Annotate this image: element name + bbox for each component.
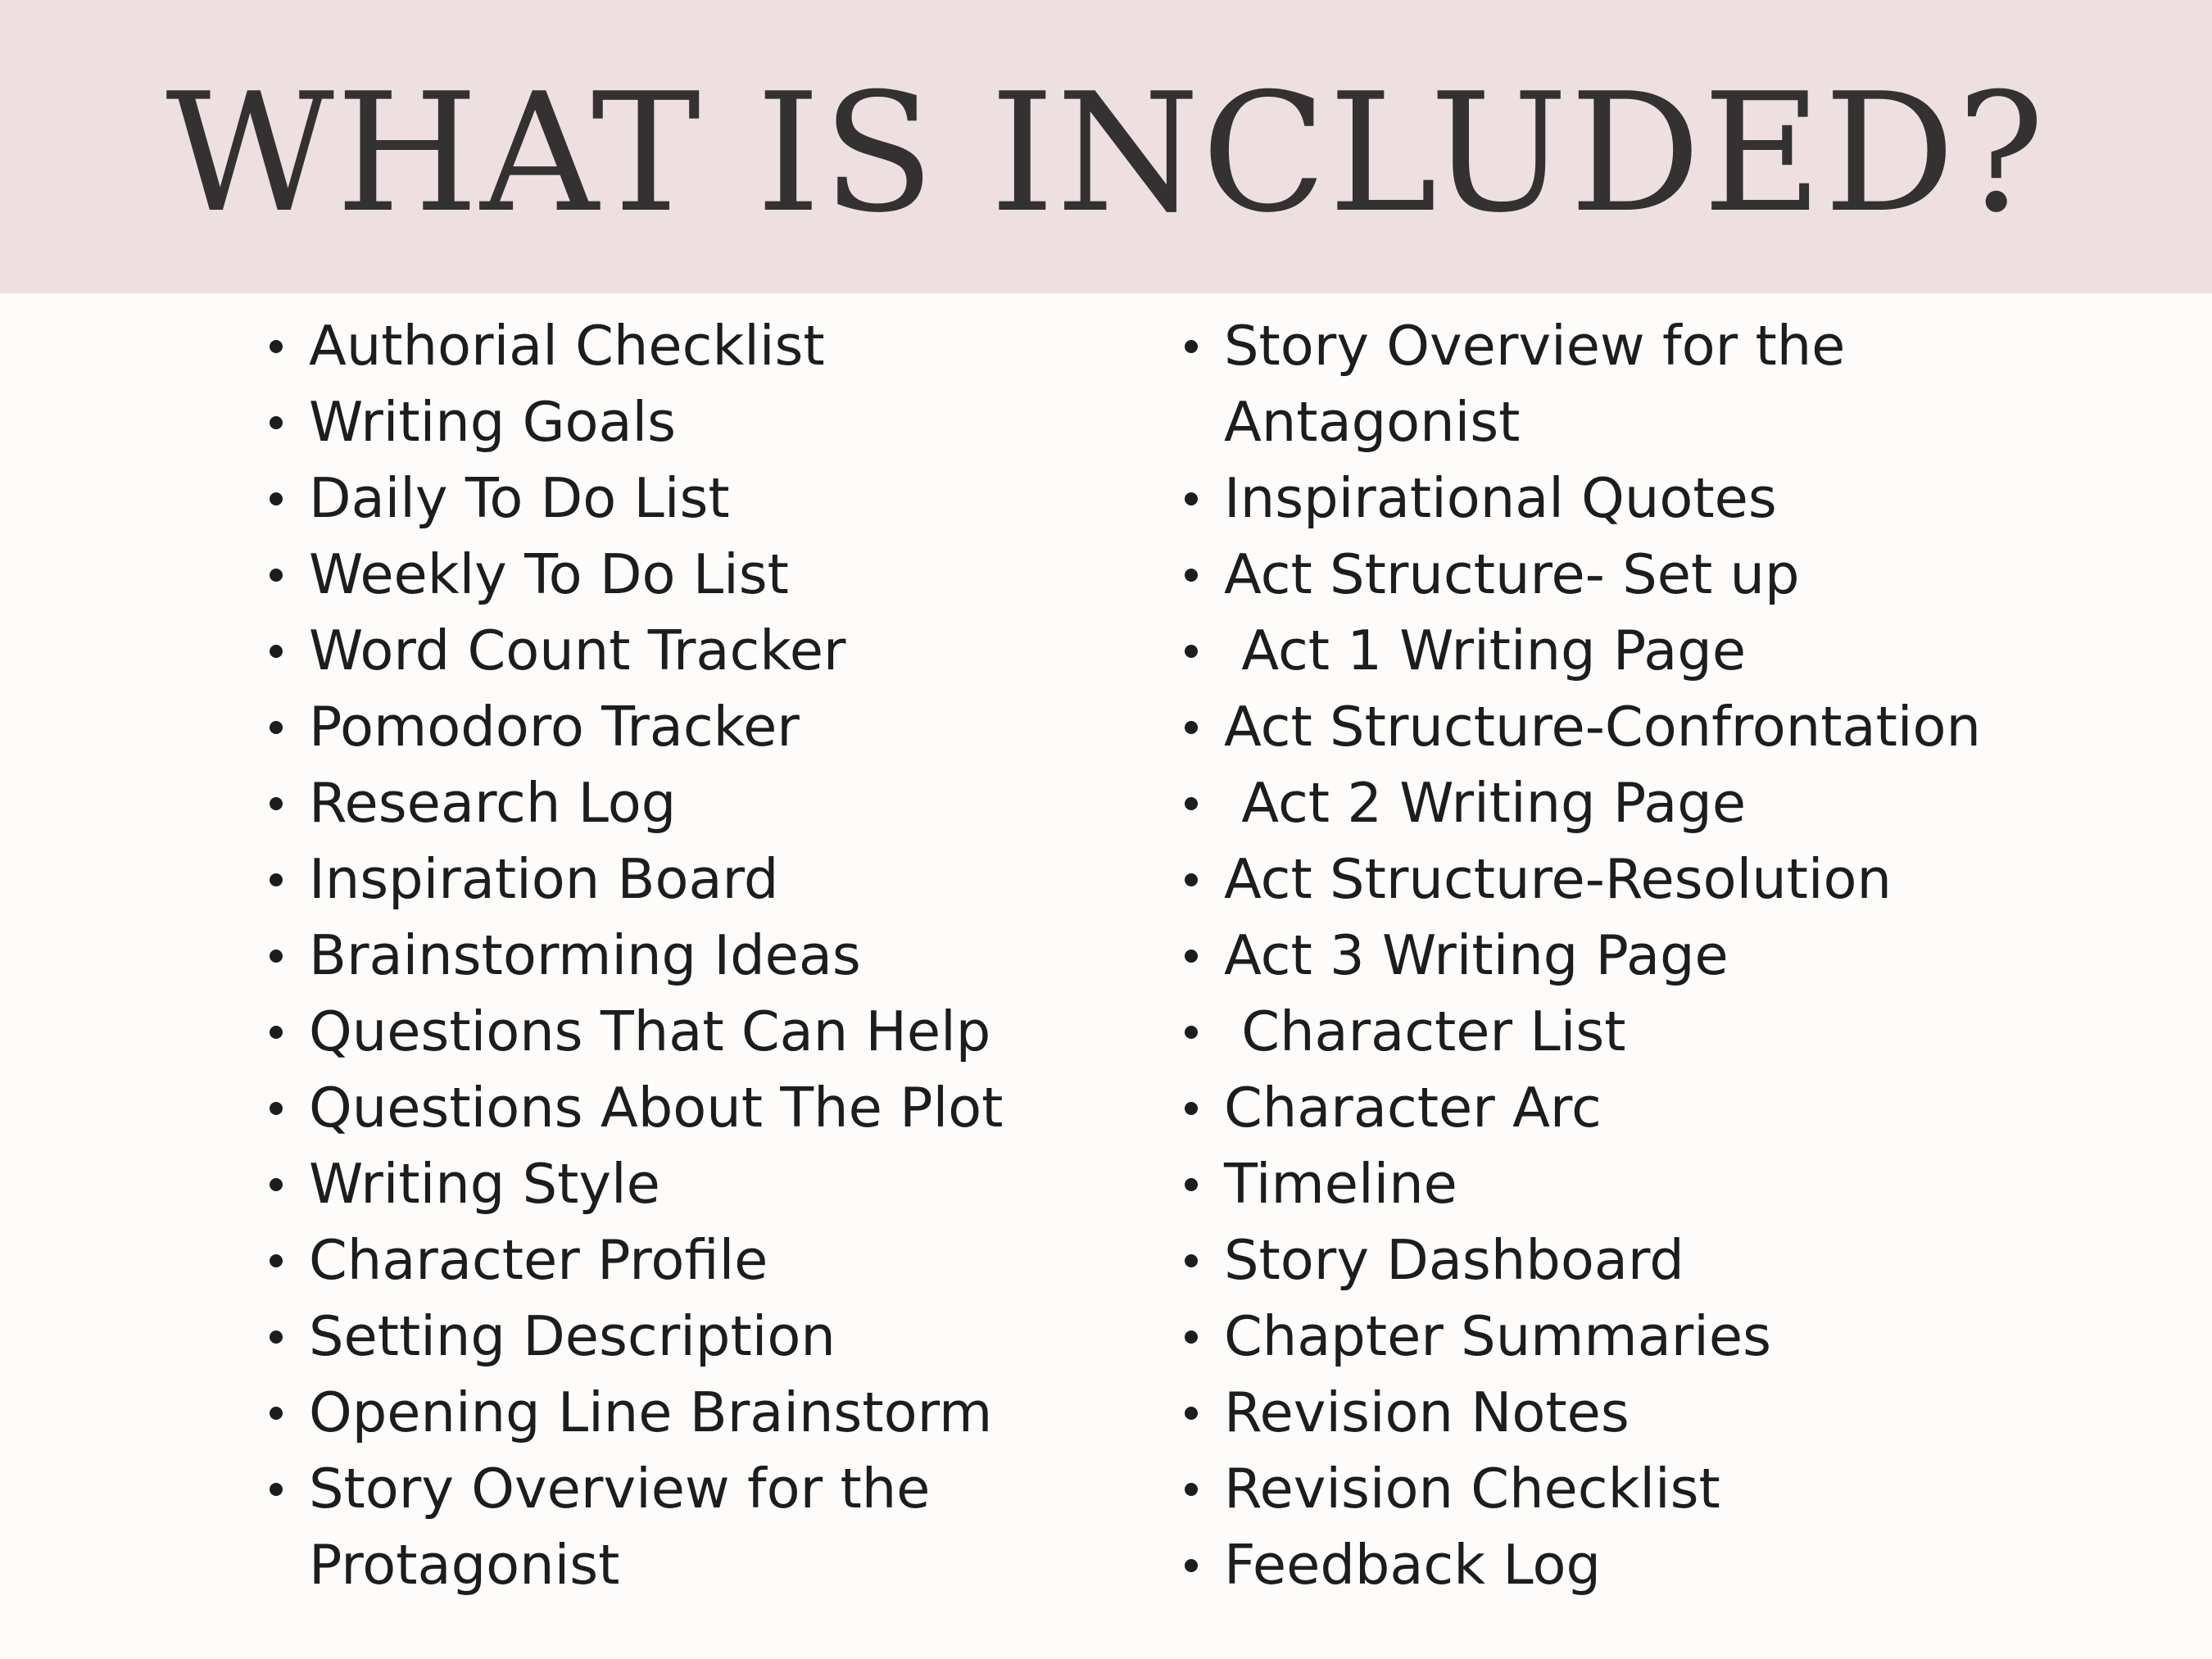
list-item-label: Act Structure-Confrontation [1224,695,1981,759]
list-item-label: Story Overview for the Antagonist [1224,314,1846,454]
list-item-label: Character Arc [1224,1076,1602,1140]
list-item-label: Writing Goals [309,390,677,454]
bullet-icon [1185,873,1198,886]
bullet-icon [270,950,283,963]
list-item-label: Act 1 Writing Page [1224,619,1747,682]
bullet-icon [270,873,283,886]
bullet-icon [270,569,283,582]
bullet-icon [270,1026,283,1039]
list-item-label: Daily To Do List [309,466,730,530]
list-item [266,1070,1135,1146]
bullet-icon [270,1407,283,1420]
list-item-label: Inspirational Quotes [1224,466,1777,530]
bullet-icon [270,1254,283,1267]
list-item [1181,537,2189,613]
bullet-icon [270,721,283,734]
list-item-label: Setting Description [309,1304,836,1368]
list-item [1181,460,2189,537]
bullet-icon [270,1178,283,1191]
list-item [1181,841,2189,918]
list-item [1181,613,2189,689]
bullet-icon [1185,1407,1198,1420]
bullet-icon [1185,721,1198,734]
list-item [266,384,1135,460]
list-item [1181,994,2189,1070]
list-item [266,918,1135,994]
list-item-label: Inspiration Board [309,847,779,911]
list-item [1181,1070,2189,1146]
list-item-label: Word Count Tracker [309,619,846,682]
list-item [266,765,1135,841]
bullet-icon [1185,1254,1198,1267]
bullet-icon [270,1102,283,1115]
list-item [1181,765,2189,841]
list-item [1181,1451,2189,1527]
bullet-icon [270,645,283,658]
list-item [266,1451,1135,1603]
list-item-label: Story Dashboard [1224,1228,1684,1292]
bullet-icon [1185,645,1198,658]
bullet-icon [1185,1559,1198,1572]
bullet-icon [1185,1483,1198,1496]
list-item-label: Character List [1224,999,1626,1063]
bullet-icon [1185,797,1198,810]
bullet-icon [1185,1026,1198,1039]
list-item [266,994,1135,1070]
list-item [266,460,1135,537]
bullet-icon [1185,340,1198,353]
list-item [1181,308,2189,460]
list-item [266,1222,1135,1299]
list-item-label: Act 3 Writing Page [1224,923,1729,987]
list-item-label: Writing Style [309,1152,660,1216]
list-item-label: Authorial Checklist [309,314,825,378]
list-item-label: Timeline [1224,1152,1457,1216]
list-item-label: Story Overview for the Protagonist [309,1457,931,1597]
list-item-label: Act Structure-Resolution [1224,847,1892,911]
list-item [266,537,1135,613]
list-item-label: Brainstorming Ideas [309,923,861,987]
list-item [266,308,1135,384]
list-item-label: Character Profile [309,1228,768,1292]
list-item-label: Revision Notes [1224,1380,1630,1444]
list-item [266,1375,1135,1451]
list-item-label: Chapter Summaries [1224,1304,1772,1368]
list-item-label: Act 2 Writing Page [1224,771,1747,835]
list-item [1181,1299,2189,1375]
list-item [1181,1222,2189,1299]
list-item-label: Act Structure- Set up [1224,542,1800,606]
list-item [266,841,1135,918]
bullet-icon [1185,492,1198,505]
list-item [1181,1375,2189,1451]
list-item-label: Questions About The Plot [309,1076,1004,1140]
list-item [1181,689,2189,765]
bullet-icon [1185,950,1198,963]
list-item-label: Questions That Can Help [309,999,991,1063]
bullet-icon [270,1483,283,1496]
list-item [1181,918,2189,994]
bullet-icon [270,416,283,429]
included-list-right [1181,308,2189,1603]
bullet-icon [270,492,283,505]
list-item-label: Pomodoro Tracker [309,695,800,759]
list-item [266,613,1135,689]
list-item [266,1146,1135,1222]
bullet-icon [1185,1178,1198,1191]
bullet-icon [1185,1330,1198,1344]
list-item [266,1299,1135,1375]
bullet-icon [270,1330,283,1344]
bullet-icon [1185,1102,1198,1115]
list-item [1181,1527,2189,1603]
page-title: WHAT IS INCLUDED? [165,58,2047,249]
list-item-label: Research Log [309,771,677,835]
list-item [1181,1146,2189,1222]
bullet-icon [1185,569,1198,582]
list-item-label: Opening Line Brainstorm [309,1380,993,1444]
list-item [266,689,1135,765]
list-item-label: Feedback Log [1224,1533,1602,1597]
bullet-icon [270,797,283,810]
list-item-label: Revision Checklist [1224,1457,1720,1521]
included-list-left [266,308,1135,1603]
bullet-icon [270,340,283,353]
list-item-label: Weekly To Do List [309,542,789,606]
